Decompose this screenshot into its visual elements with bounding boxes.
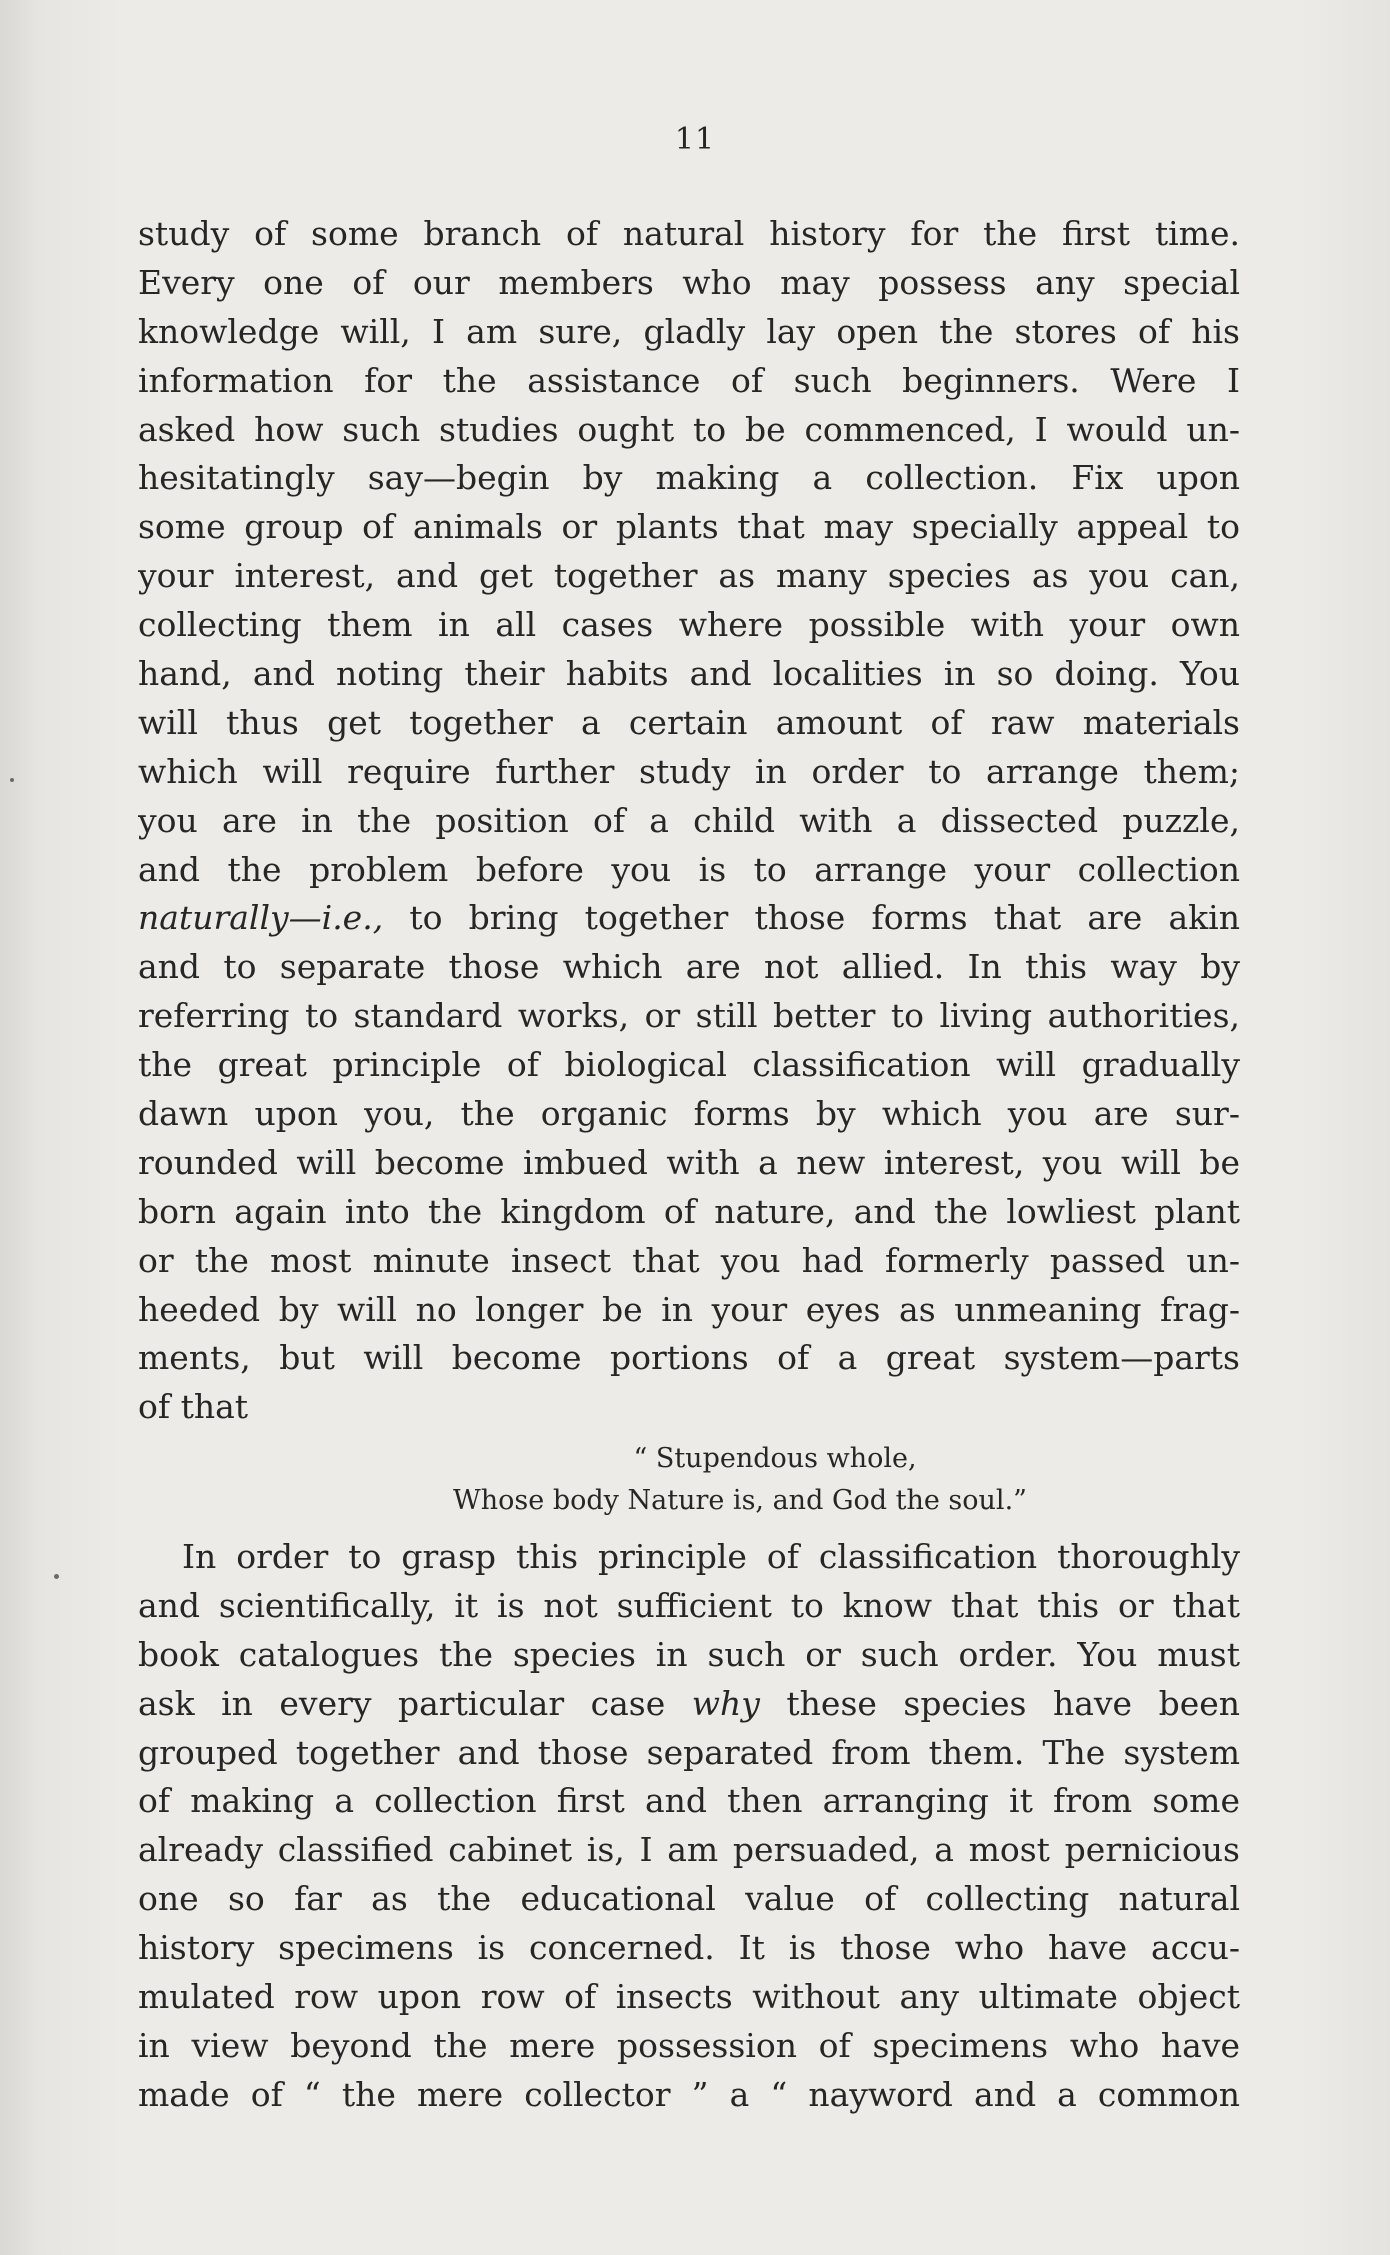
page-number: 11 xyxy=(674,122,716,157)
text-line: information for the assistance of such beginners. Were I xyxy=(138,360,1240,400)
text-fragment: ask in every particular case xyxy=(138,1683,666,1723)
text-line: book catalogues the species in such or such order. You must xyxy=(138,1634,1240,1674)
paragraph-1 xyxy=(138,210,1240,1432)
text-line: heeded by will no longer be in your eyes as unmeaning frag- xyxy=(138,1289,1240,1329)
text-line: study of some branch of natural history for the first time. xyxy=(138,214,1240,253)
text-line: rounded will become imbued with a new interest, you will be xyxy=(138,1142,1240,1182)
quote-line-2: Whose body Nature is, and God the soul.” xyxy=(453,1485,1027,1516)
text-line: hesitatingly say—begin by making a collection. Fix upon xyxy=(138,458,1240,498)
text-line: born again into the kingdom of nature, and the lowliest plant xyxy=(138,1191,1240,1231)
text-line: knowledge will, I am sure, gladly lay open the stores of his xyxy=(138,311,1240,351)
text-line: mulated row upon row of insects without any ultimate object xyxy=(138,1977,1240,2017)
text-line: and the problem before you is to arrange your collection xyxy=(138,849,1240,889)
text-line: in view beyond the mere possession of specimens who have xyxy=(138,2025,1240,2065)
text-line: your interest, and get together as many species as you can, xyxy=(138,556,1240,596)
italic-word: why xyxy=(691,1683,760,1723)
text-line: referring to standard works, or still better to living authorities, xyxy=(138,996,1240,1036)
text-line: asked how such studies ought to be commenced, I would un- xyxy=(138,409,1240,449)
paragraph-2 xyxy=(138,1533,1240,2120)
ink-speck xyxy=(10,778,14,782)
text-line: one so far as the educational value of collecting natural xyxy=(138,1879,1240,1919)
text-line: or the most minute insect that you had formerly passed un- xyxy=(138,1240,1240,1280)
text-line: of that xyxy=(138,1387,249,1427)
text-line: grouped together and those separated from them. The system xyxy=(138,1732,1240,1772)
text-line: will thus get together a certain amount of raw materials xyxy=(138,702,1240,742)
text-line: already classified cabinet is, I am persuaded, a most pernicious xyxy=(138,1830,1240,1870)
text-line: you are in the position of a child with a dissected puzzle, xyxy=(138,800,1240,840)
ink-speck xyxy=(54,1574,59,1579)
text-line: hand, and noting their habits and localities in so doing. You xyxy=(138,654,1240,694)
text-line: the great principle of biological classification will gradually xyxy=(138,1045,1240,1085)
text-line: some group of animals or plants that may specially appeal to xyxy=(138,507,1240,547)
text-line: Every one of our members who may possess any special xyxy=(138,262,1240,302)
text-fragment: these species have been xyxy=(759,1683,1240,1723)
text-line: made of “ the mere collector ” a “ nayword and a common xyxy=(138,2074,1240,2114)
text-line: collecting them in all cases where possible with your own xyxy=(138,605,1240,645)
text-line: In order to grasp this principle of classification thoroughly xyxy=(182,1537,1240,1576)
text-line: ments, but will become portions of a great system—parts xyxy=(138,1338,1240,1378)
text-line-with-italic xyxy=(138,1680,1240,1729)
text-line: dawn upon you, the organic forms by which you are sur- xyxy=(138,1094,1240,1134)
text-line: history specimens is concerned. It is those who have accu- xyxy=(138,1928,1240,1968)
text-line: of making a collection first and then arranging it from some xyxy=(138,1781,1240,1821)
text-line: and to separate those which are not allied. In this way by xyxy=(138,947,1240,987)
text-line: which will require further study in order to arrange them; xyxy=(138,751,1240,791)
text-line: and scientifically, it is not sufficient to know that this or that xyxy=(138,1585,1240,1625)
text-fragment: to bring together those forms that are akin xyxy=(383,898,1240,938)
quote-line-1: “ Stupendous whole, xyxy=(633,1443,917,1474)
italic-word: naturally—i.e., xyxy=(138,898,384,938)
text-line-italic-start xyxy=(138,894,1240,943)
